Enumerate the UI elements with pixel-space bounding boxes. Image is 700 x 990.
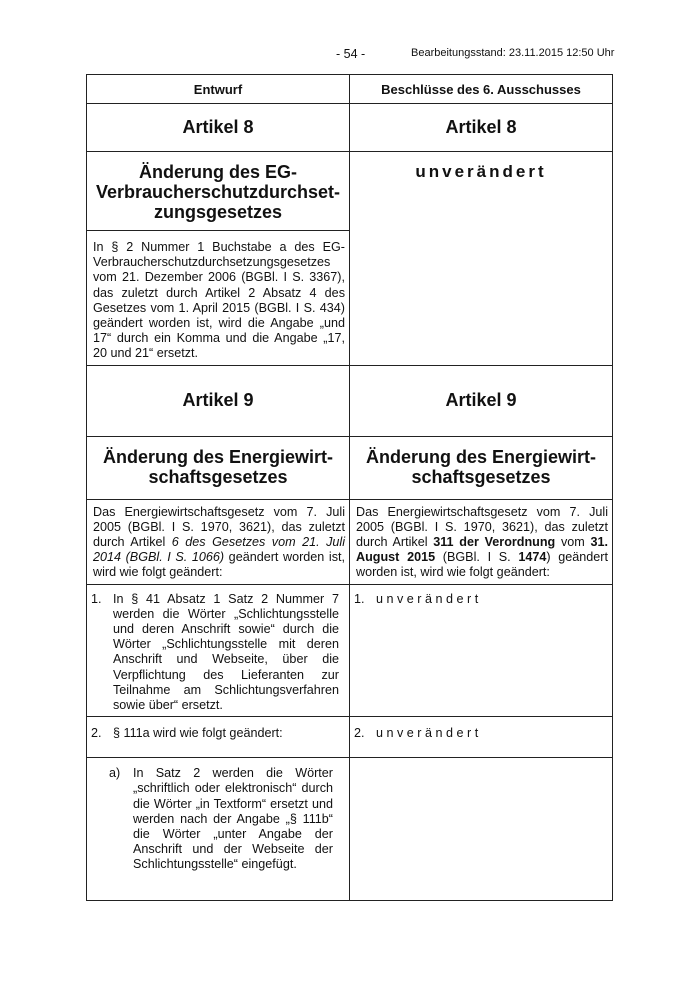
edit-status: Bearbeitungsstand: 23.11.2015 12:50 Uhr: [411, 47, 615, 59]
intro-right-part-2: vom: [555, 535, 591, 550]
intro-right-end: ) geändert worden ist, wird wie folgt geändert:: [356, 550, 608, 580]
item-1-text: In § 41 Absatz 1 Satz 2 Nummer 7 werden die Wörter „Schlichtungsstelle und deren Anschrift sowie“ durch die Wörter „Schlichtungsstelle mit deren Anschrift und Webseite, über die Verpflichtung des Lieferanten zur Teilnahme am Schlichtungsverfahren sowie über“ ersetzt.: [113, 591, 339, 713]
article-8-heading-right: Artikel 8: [350, 104, 613, 152]
comparison-table: [86, 74, 613, 901]
column-header-draft: Entwurf: [87, 75, 350, 104]
item-1-unchanged: unverändert: [376, 591, 482, 606]
page-number: - 54 -: [336, 47, 366, 61]
article-9-title-left: Änderung des Energiewirt-schaftsgesetzes: [87, 436, 350, 499]
intro-right-bold-1: 311 der Verordnung: [433, 535, 556, 550]
item-1-left: [87, 584, 350, 717]
article-8-text: In § 2 Nummer 1 Buchstabe a des EG-Verbraucherschutzdurchsetzungsgesetzes vom 21. Dezember 2006 (BGBl. I S. 3367), das zuletzt durch Artikel 2 Absatz 4 des Gesetzes vom 1. April 2015 (BGBl. I S. 434) geändert worden ist, wird die Angabe „und 17“ durch ein Komma und die Angabe „17, 20 und 21“ ersetzt.: [87, 231, 350, 366]
item-2-left: [87, 717, 350, 758]
item-2-right-number: 2.: [354, 726, 365, 741]
item-2-right: [350, 717, 613, 758]
intro-right-bold-2: 31. August 2015: [356, 535, 608, 565]
article-9-title-right: Änderung des Energiewirt-schaftsgesetzes: [350, 436, 613, 499]
item-2a-left: [87, 758, 350, 901]
item-2-unchanged: unverändert: [376, 726, 482, 741]
page-header: [0, 47, 700, 63]
article-8-title-left: Änderung des EG-Verbraucherschutzdurchset-zungsgesetzes: [87, 152, 350, 231]
intro-left-part: Das Energiewirtschaftsgesetz vom 7. Juli 2005 (BGBl. I S. 1970, 3621), das zuletzt durch Artikel: [93, 504, 345, 550]
article-9-intro-right: [350, 499, 613, 584]
item-2a-letter: a): [109, 766, 121, 781]
item-2a-text: In Satz 2 werden die Wörter „schriftlich oder elektronisch“ durch die Wörter „in Textform“ ersetzt und werden nach der Angabe „§ 111b“ die Wörter „unter Angabe der Anschrift und der Webseite der Schlichtungsstelle“ eingefügt.: [133, 766, 333, 872]
item-1-right-number: 1.: [354, 591, 365, 606]
item-1-right: [350, 584, 613, 717]
intro-left-italic: 6 des Gesetzes vom 21. Juli 2014 (BGBl. I S. 1066): [93, 535, 345, 565]
intro-right-bold-3: 1474: [518, 550, 547, 565]
intro-left-end: geändert worden ist, wird wie folgt geändert:: [93, 550, 345, 580]
article-8-unchanged: unverändert: [350, 152, 613, 366]
article-9-intro-left: [87, 499, 350, 584]
article-9-heading-left: Artikel 9: [87, 365, 350, 436]
article-9-heading-right: Artikel 9: [350, 365, 613, 436]
column-header-decisions: Beschlüsse des 6. Ausschusses: [350, 75, 613, 104]
item-2a-right-empty: [350, 758, 613, 901]
intro-right-part-3: (BGBl. I S.: [435, 550, 519, 565]
item-2-text: § 111a wird wie folgt geändert:: [113, 726, 283, 741]
item-1-number: 1.: [91, 591, 102, 606]
article-8-heading-left: Artikel 8: [87, 104, 350, 152]
intro-right-part: Das Energiewirtschaftsgesetz vom 7. Juli 2005 (BGBl. I S. 1970, 3621), das zuletzt durch Artikel: [356, 504, 608, 550]
item-2-number: 2.: [91, 726, 102, 741]
